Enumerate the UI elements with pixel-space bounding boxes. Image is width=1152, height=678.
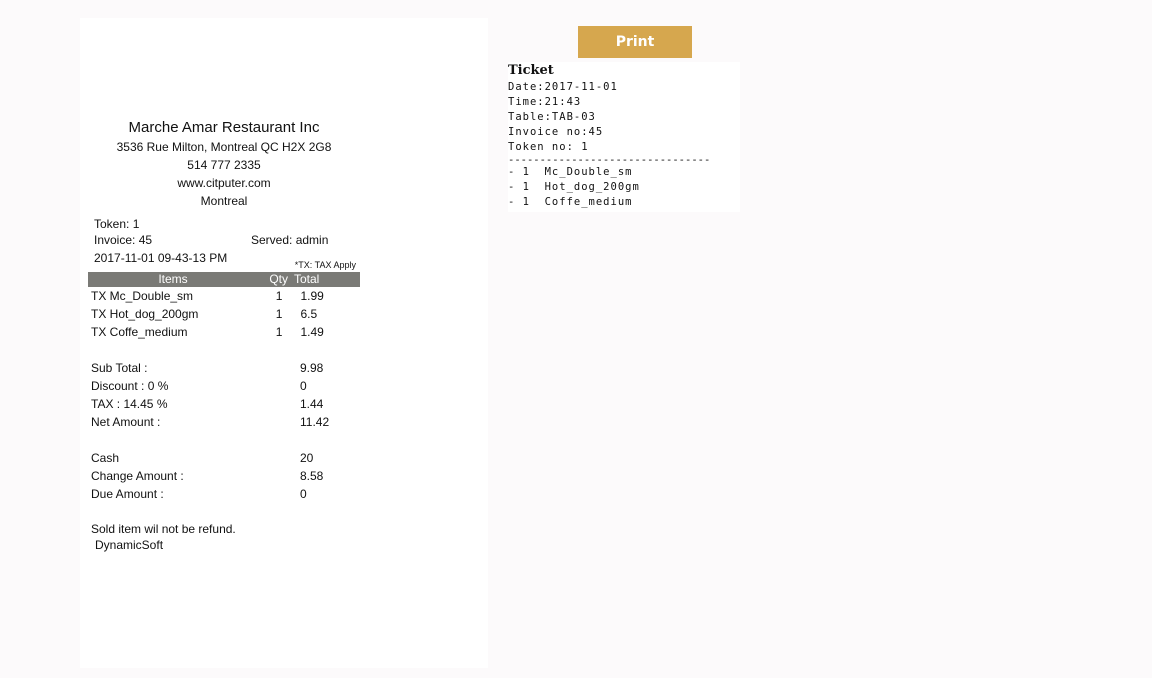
receipt-panel bbox=[80, 18, 488, 668]
served-by: Served: admin bbox=[251, 233, 329, 247]
payment-block bbox=[88, 449, 360, 503]
item-qty: 1 bbox=[275, 325, 283, 339]
summary-row bbox=[88, 377, 360, 395]
ticket-item: - 1 Hot_dog_200gm bbox=[508, 181, 640, 193]
receipt bbox=[88, 118, 360, 553]
qty-column-header: Qty bbox=[269, 272, 288, 286]
item-total: 1.49 bbox=[300, 325, 324, 339]
item-name: TX Mc_Double_sm bbox=[91, 289, 194, 303]
summary-label: Discount : 0 % bbox=[91, 379, 169, 393]
ticket-item: - 1 Coffe_medium bbox=[508, 196, 633, 208]
receipt-footer bbox=[88, 521, 360, 553]
total-column-header: Total bbox=[294, 272, 320, 286]
shop-website: www.citputer.com bbox=[177, 176, 271, 190]
item-total: 1.99 bbox=[300, 289, 324, 303]
refund-note: Sold item wil not be refund. bbox=[91, 522, 236, 536]
ticket-token: Token no: 1 bbox=[508, 141, 589, 153]
item-total: 6.5 bbox=[300, 307, 318, 321]
receipt-datetime: 2017-11-01 09-43-13 PM bbox=[94, 251, 228, 265]
payment-value: 8.58 bbox=[300, 469, 324, 483]
shop-phone: 514 777 2335 bbox=[187, 158, 261, 172]
items-list bbox=[88, 287, 360, 341]
summary-value: 9.98 bbox=[300, 361, 324, 375]
summary-value: 11.42 bbox=[300, 415, 330, 429]
token-value: 1 bbox=[132, 217, 140, 231]
summary-row bbox=[88, 359, 360, 377]
summary-value: 1.44 bbox=[300, 397, 324, 411]
ticket-date: Date:2017-11-01 bbox=[508, 81, 618, 93]
summary-row bbox=[88, 413, 360, 431]
payment-label: Cash bbox=[91, 451, 120, 465]
payment-value: 20 bbox=[300, 451, 314, 465]
ticket-print-button[interactable]: Print bbox=[578, 26, 692, 58]
item-qty: 1 bbox=[275, 307, 283, 321]
shop-address: 3536 Rue Milton, Montreal QC H2X 2G8 bbox=[116, 140, 332, 154]
payment-label: Change Amount : bbox=[91, 469, 184, 483]
summary-value: 0 bbox=[300, 379, 307, 393]
item-name: TX Coffe_medium bbox=[91, 325, 188, 339]
items-column-header: Items bbox=[158, 272, 188, 286]
payment-label: Due Amount : bbox=[91, 487, 164, 501]
ticket-divider: -------------------------------- bbox=[508, 154, 711, 166]
item-name: TX Hot_dog_200gm bbox=[91, 307, 199, 321]
ticket-invoice: Invoice no:45 bbox=[508, 126, 604, 138]
summary-label: TAX : 14.45 % bbox=[91, 397, 168, 411]
footer-brand: DynamicSoft bbox=[95, 538, 164, 552]
items-table-header bbox=[88, 272, 360, 287]
payment-row bbox=[88, 485, 360, 503]
table-row bbox=[88, 323, 360, 341]
ticket-time: Time:21:43 bbox=[508, 96, 582, 108]
invoice-number: Invoice: 45 bbox=[94, 233, 153, 247]
tax-note: *TX: TAX Apply bbox=[294, 260, 356, 270]
summary-block bbox=[88, 359, 360, 431]
payment-row bbox=[88, 449, 360, 467]
table-row bbox=[88, 305, 360, 323]
payment-row bbox=[88, 467, 360, 485]
receipt-meta bbox=[88, 216, 360, 270]
shop-city: Montreal bbox=[200, 194, 248, 208]
summary-label: Sub Total : bbox=[91, 361, 148, 375]
ticket-table: Table:TAB-03 bbox=[508, 111, 596, 123]
token-label: Token: bbox=[94, 217, 130, 231]
kitchen-ticket bbox=[508, 62, 740, 212]
payment-value: 0 bbox=[300, 487, 307, 501]
ticket-item: - 1 Mc_Double_sm bbox=[508, 166, 633, 178]
summary-row bbox=[88, 395, 360, 413]
table-row bbox=[88, 287, 360, 305]
item-qty: 1 bbox=[275, 289, 283, 303]
summary-label: Net Amount : bbox=[91, 415, 161, 429]
ticket-title: Ticket bbox=[508, 63, 554, 78]
shop-name: Marche Amar Restaurant Inc bbox=[128, 119, 320, 136]
